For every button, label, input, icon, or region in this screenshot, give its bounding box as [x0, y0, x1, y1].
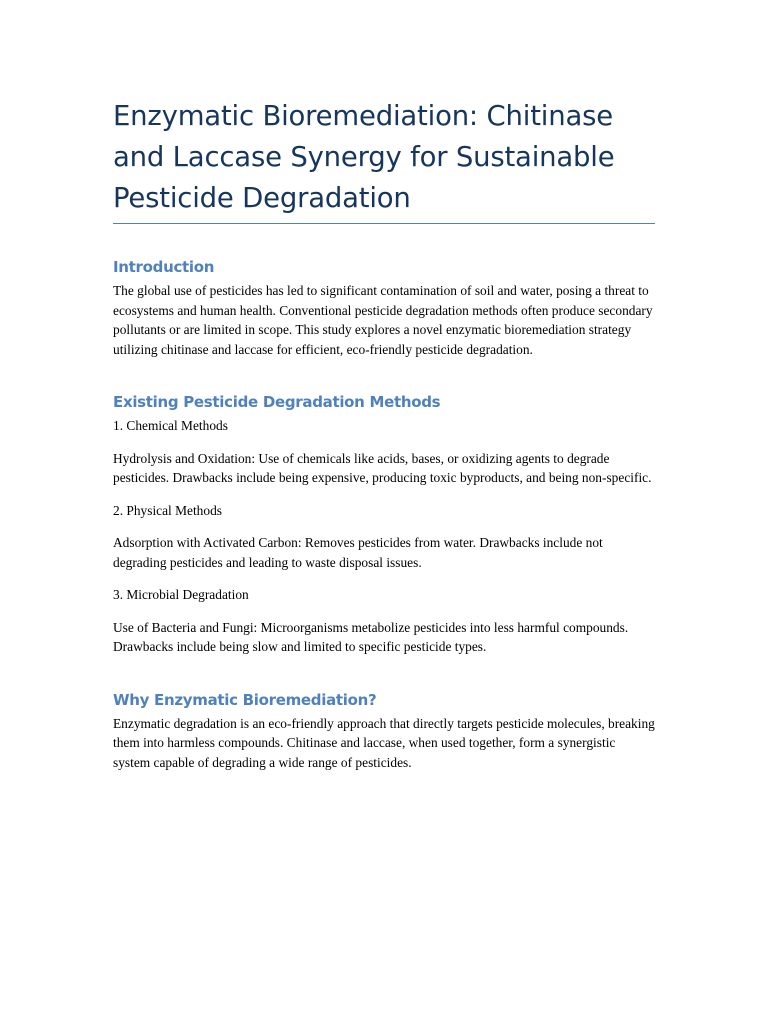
- document-page: [113, 96, 655, 772]
- why-enzymatic-paragraph: Enzymatic degradation is an eco-friendly approach that directly targets pesticide molecules, breaking them into harmless compounds. Chitinase and laccase, when used together, form a synergistic system capable of degrading a wide range of pesticides.: [113, 715, 655, 770]
- method-description-microbial: Use of Bacteria and Fungi: Microorganisms metabolize pesticides into less harmful compounds. Drawbacks include being slow and limited to specific pesticide types.: [113, 619, 629, 654]
- heading-why-enzymatic: Why Enzymatic Bioremediation?: [113, 690, 377, 709]
- heading-introduction: Introduction: [113, 258, 215, 276]
- method-description-chemical: Hydrolysis and Oxidation: Use of chemicals like acids, bases, or oxidizing agents to degrade pesticides. Drawbacks include being expensive, producing toxic byproducts, and being non-specific.: [113, 450, 652, 485]
- title-underline-divider: [113, 223, 655, 224]
- introduction-paragraph: The global use of pesticides has led to significant contamination of soil and water, posing a threat to ecosystems and human health. Conventional pesticide degradation methods often produce secondary pollutants or are limited in scope. This study explores a novel enzymatic bioremediation strategy utilizing chitinase and laccase for efficient, eco-friendly pesticide degradation.: [113, 283, 653, 357]
- method-description-physical: Adsorption with Activated Carbon: Removes pesticides from water. Drawbacks include not degrading pesticides and leading to waste disposal issues.: [113, 535, 603, 570]
- document-title: Enzymatic Bioremediation: Chitinase and Laccase Synergy for Sustainable Pesticide Degradation: [113, 100, 615, 214]
- heading-existing-methods: Existing Pesticide Degradation Methods: [113, 393, 441, 411]
- method-label-microbial: 3. Microbial Degradation: [113, 587, 249, 602]
- method-label-physical: 2. Physical Methods: [113, 502, 222, 518]
- method-label-chemical: 1. Chemical Methods: [113, 418, 228, 433]
